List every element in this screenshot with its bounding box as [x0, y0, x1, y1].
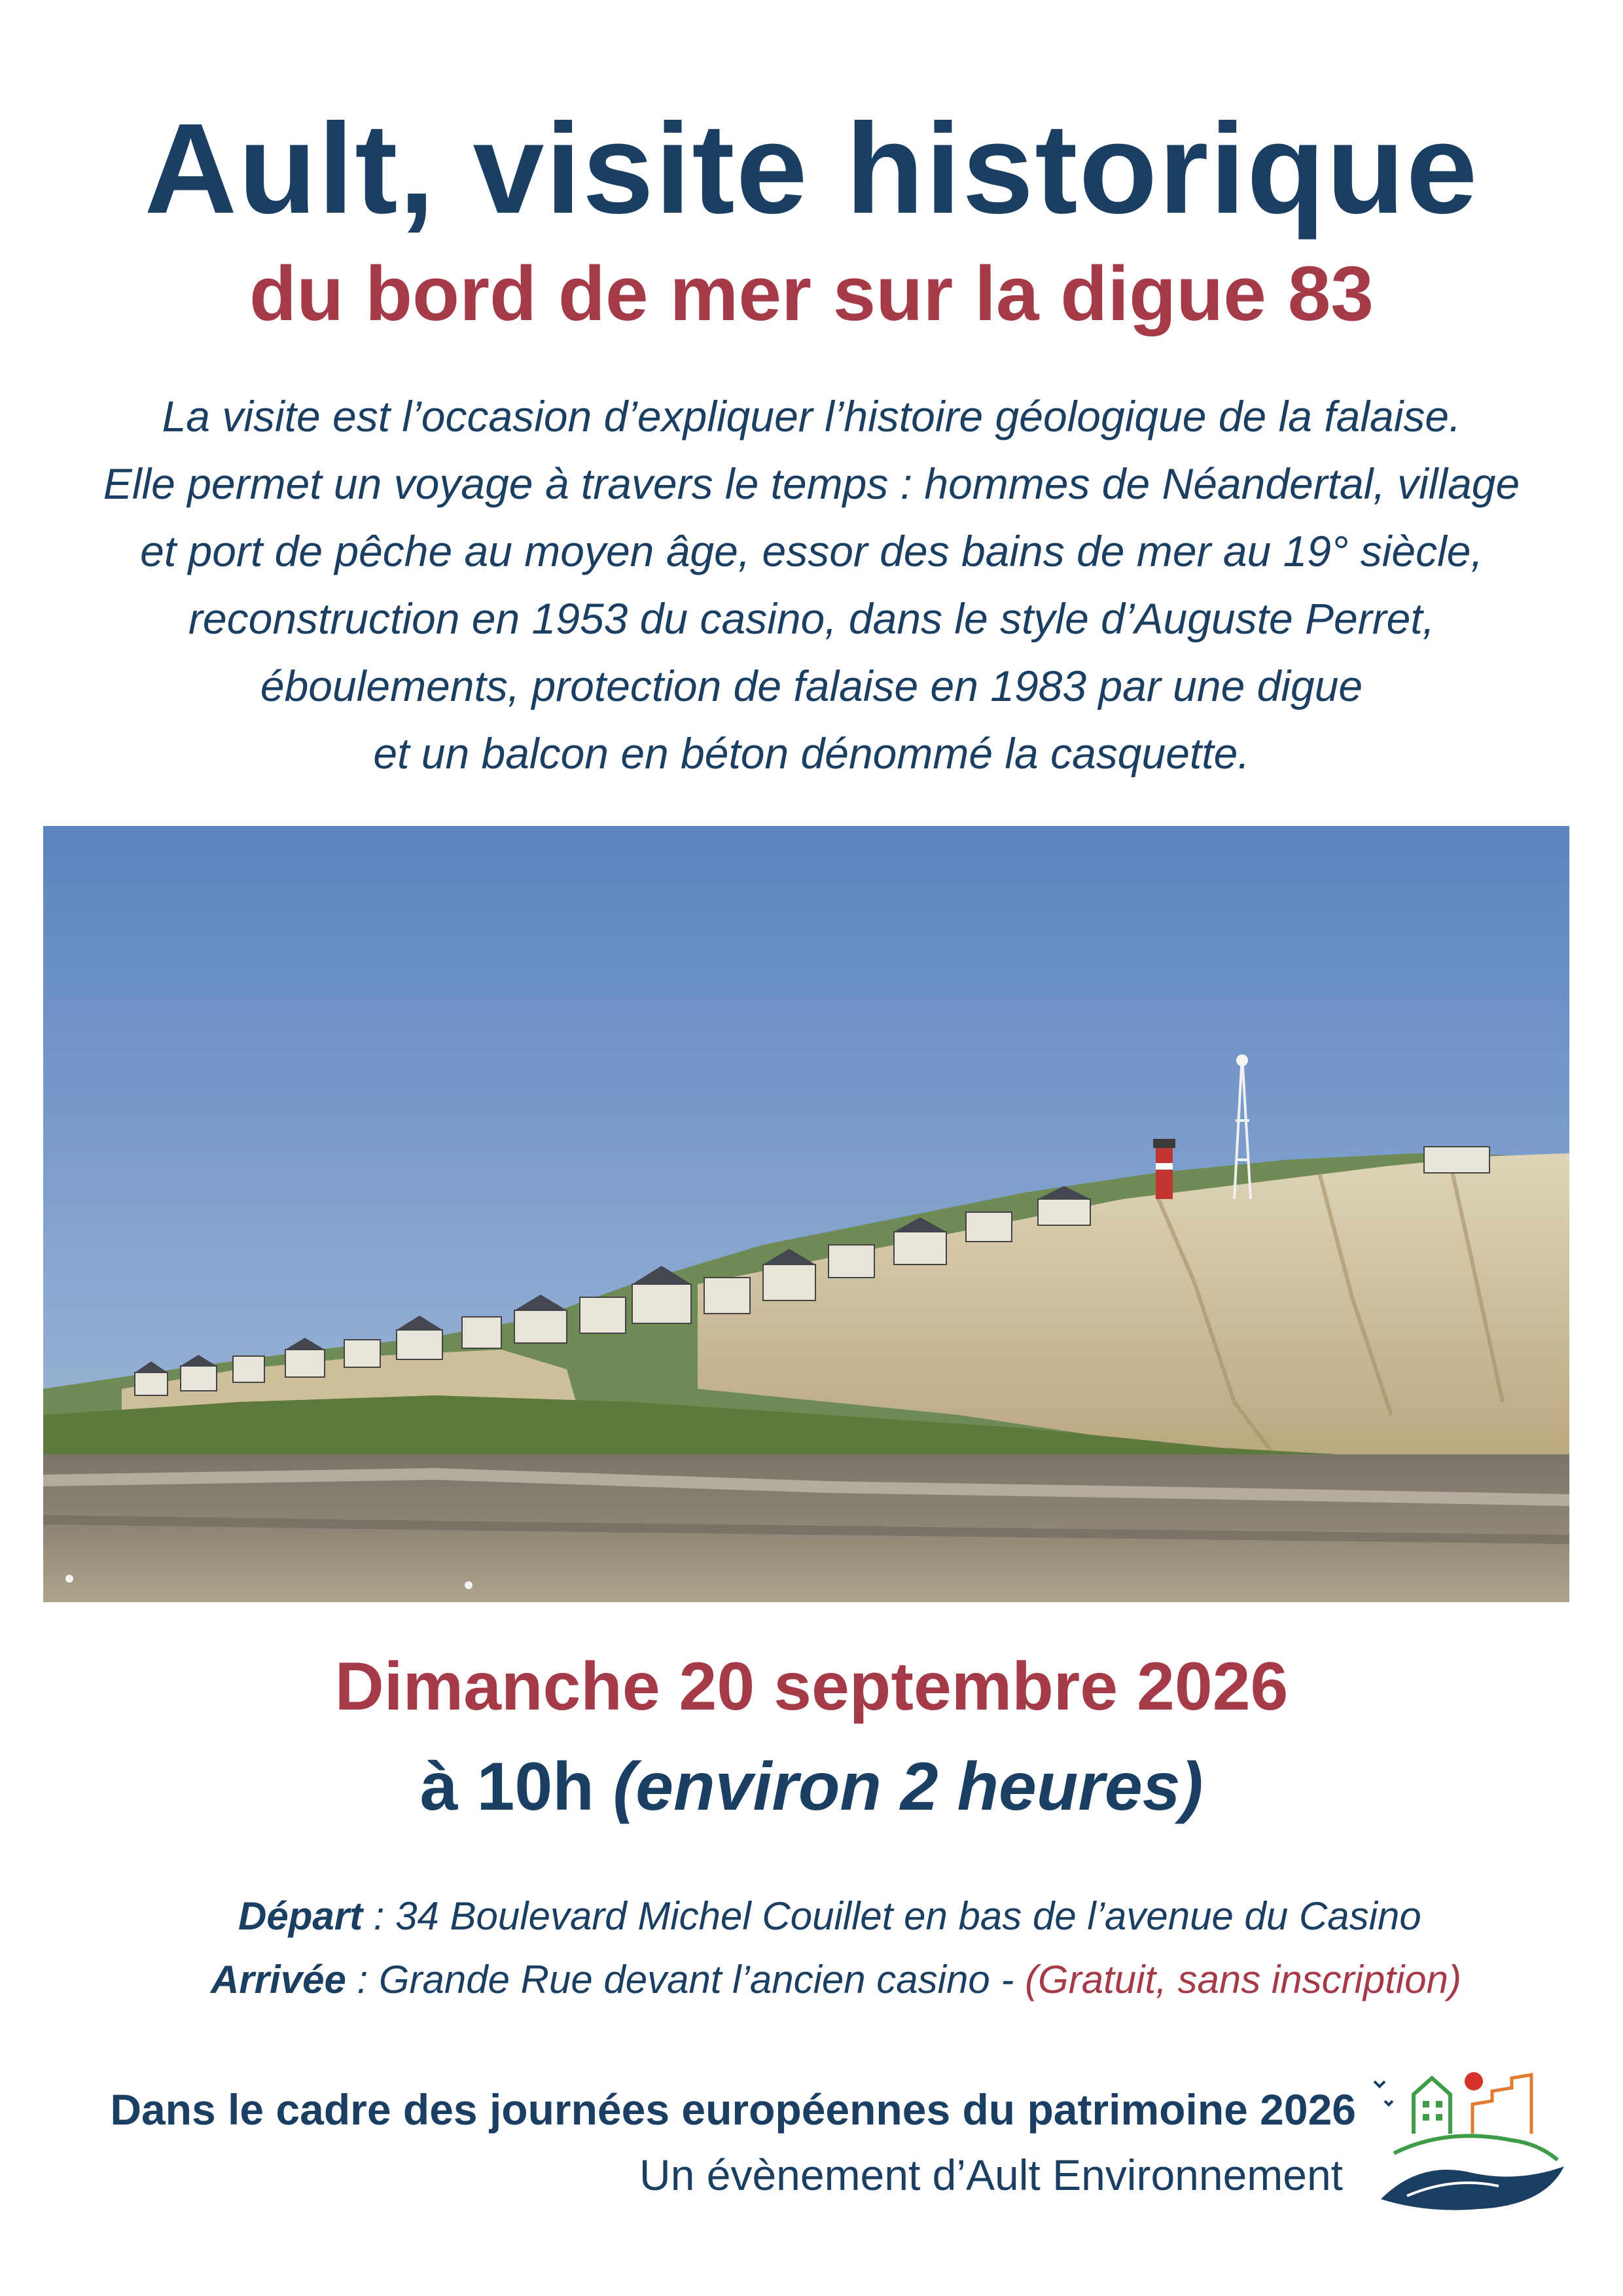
departure-label: Départ — [238, 1894, 363, 1938]
ault-environnement-logo — [1368, 2062, 1577, 2232]
heritage-days-line: Dans le cadre des journées européennes du patrimoine 2026 — [110, 2085, 1356, 2134]
intro-line: et un balcon en béton dénommé la casquette. — [373, 729, 1250, 778]
free-note: (Gratuit, sans inscription) — [1025, 1958, 1461, 2001]
departure-info — [238, 1894, 1613, 1938]
intro-paragraph — [72, 383, 1551, 787]
arrival-info — [211, 1960, 1585, 2000]
intro-line: La visite est l’occasion d’expliquer l’histoire géologique de la falaise. — [162, 392, 1461, 440]
arrival-label: Arrivée — [211, 1958, 346, 2001]
arrival-text: : Grande Rue devant l’ancien casino - — [346, 1958, 1026, 2001]
intro-line: reconstruction en 1953 du casino, dans le style d’Auguste Perret, — [188, 594, 1435, 643]
intro-line: et port de pêche au moyen âge, essor des bains de mer au 19° siècle, — [140, 527, 1483, 575]
intro-line: Elle permet un voyage à travers le temps : hommes de Néandertal, village — [103, 459, 1520, 508]
poster-title: Ault, visite historique — [144, 97, 1479, 240]
event-time-line — [0, 1749, 1623, 1825]
poster-subtitle: du bord de mer sur la digue 83 — [249, 251, 1374, 337]
event-time: à 10h — [419, 1749, 594, 1825]
organizer-line: Un évènement d’Ault Environnement — [639, 2151, 1343, 2199]
cliff-village-photo — [43, 826, 1569, 1602]
event-duration: (environ 2 heures) — [613, 1749, 1204, 1825]
intro-line: éboulements, protection de falaise en 1983 par une digue — [260, 662, 1363, 710]
event-date: Dimanche 20 septembre 2026 — [334, 1649, 1289, 1725]
departure-text: : 34 Boulevard Michel Couillet en bas de l’avenue du Casino — [363, 1894, 1421, 1938]
